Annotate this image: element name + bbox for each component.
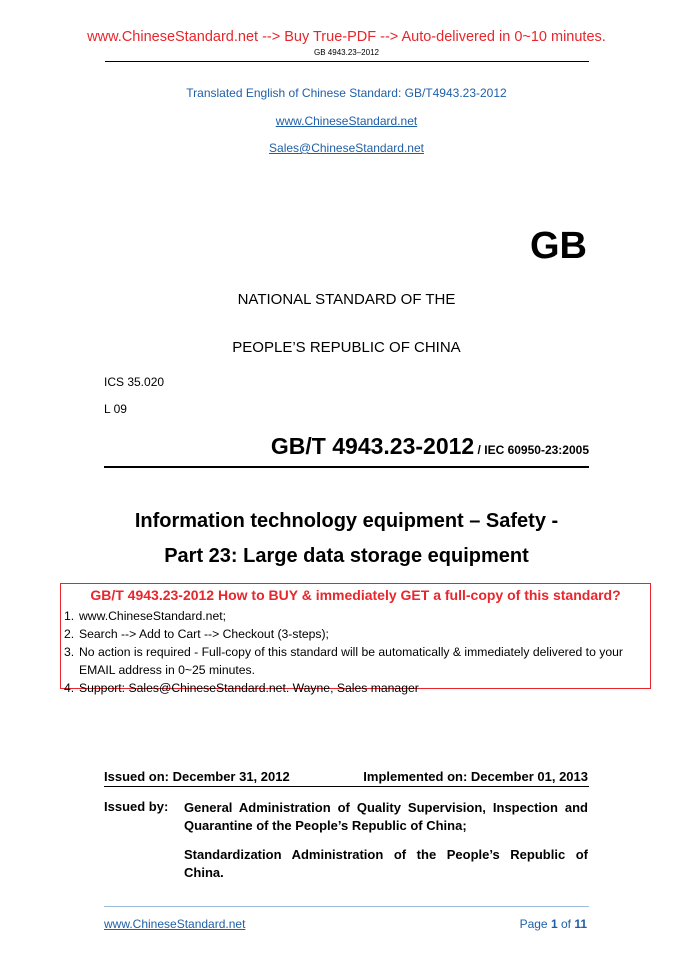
email-link-wrap — [0, 139, 693, 157]
title-line1: Information technology equipment – Safety - — [134, 510, 559, 532]
list-text: No action is required - Full-copy of this standard will be automatically & immediately delivered to your EMAIL address in 0~25 minutes. — [79, 645, 623, 677]
top-banner: www.ChineseStandard.net --> Buy True-PDF --> Auto-delivered in 0~10 minutes. — [87, 29, 606, 45]
national-standard-line2: PEOPLE’S REPUBLIC OF CHINA — [232, 339, 461, 356]
list-number: 2. — [64, 627, 75, 641]
list-item — [64, 607, 649, 625]
list-number: 1. — [64, 609, 75, 623]
list-number: 4. — [64, 681, 75, 695]
issuer-2: Standardization Administration of the People’s Republic of China. — [184, 847, 588, 880]
list-item — [64, 625, 649, 643]
standard-number: GB/T 4943.23-2012 — [270, 433, 475, 459]
issued-on: Issued on: December 31, 2012 — [104, 769, 290, 784]
email-link[interactable]: Sales@ChineseStandard.net — [269, 141, 424, 155]
iec-number: 60950-23:2005 — [504, 443, 589, 457]
list-item — [64, 679, 649, 697]
implemented-on: Implemented on: December 01, 2013 — [363, 769, 588, 784]
ics-code: ICS 35.020 — [104, 375, 165, 389]
website-link-wrap — [0, 112, 693, 130]
title-line2: Part 23: Large data storage equipment — [164, 545, 529, 567]
issued-by-label: Issued by: — [104, 799, 169, 814]
page-current: 1 — [550, 917, 558, 931]
gb-mark: GB — [530, 225, 587, 267]
buy-box — [60, 583, 651, 695]
list-text: Search --> Add to Cart --> Checkout (3-steps); — [79, 627, 329, 641]
header-divider — [105, 61, 589, 62]
title-divider — [104, 466, 589, 468]
list-text: Support: Sales@ChineseStandard.net. Wayne, Sales manager — [79, 681, 419, 695]
list-number: 3. — [64, 645, 75, 659]
footer-website-link[interactable]: www.ChineseStandard.net — [104, 917, 246, 931]
ccs-code: L 09 — [104, 402, 127, 416]
national-standard-line1: NATIONAL STANDARD OF THE — [237, 291, 456, 308]
page-number — [520, 917, 587, 931]
translation-note: Translated English of Chinese Standard: GB/T4943.23-2012 — [186, 86, 507, 100]
page-prefix: Page — [519, 917, 551, 931]
page-total: 11 — [574, 917, 587, 931]
buy-steps-list — [64, 607, 649, 697]
standard-separator: / — [474, 443, 485, 457]
standard-number-line — [271, 433, 589, 460]
website-link[interactable]: www.ChineseStandard.net — [275, 114, 418, 128]
footer-divider — [104, 906, 589, 907]
dates-divider — [104, 786, 589, 787]
list-text[interactable]: www.ChineseStandard.net; — [79, 609, 227, 623]
buy-box-heading: GB/T 4943.23-2012 How to BUY & immediately GET a full-copy of this standard? — [90, 587, 621, 603]
list-item — [64, 643, 649, 679]
page-of: of — [557, 917, 575, 931]
issuer-1: General Administration of Quality Supervision, Inspection and Quarantine of the People’s Republic of China; — [184, 800, 588, 833]
iec-prefix: IEC — [484, 443, 505, 457]
doc-code: GB 4943.23–2012 — [314, 48, 379, 57]
